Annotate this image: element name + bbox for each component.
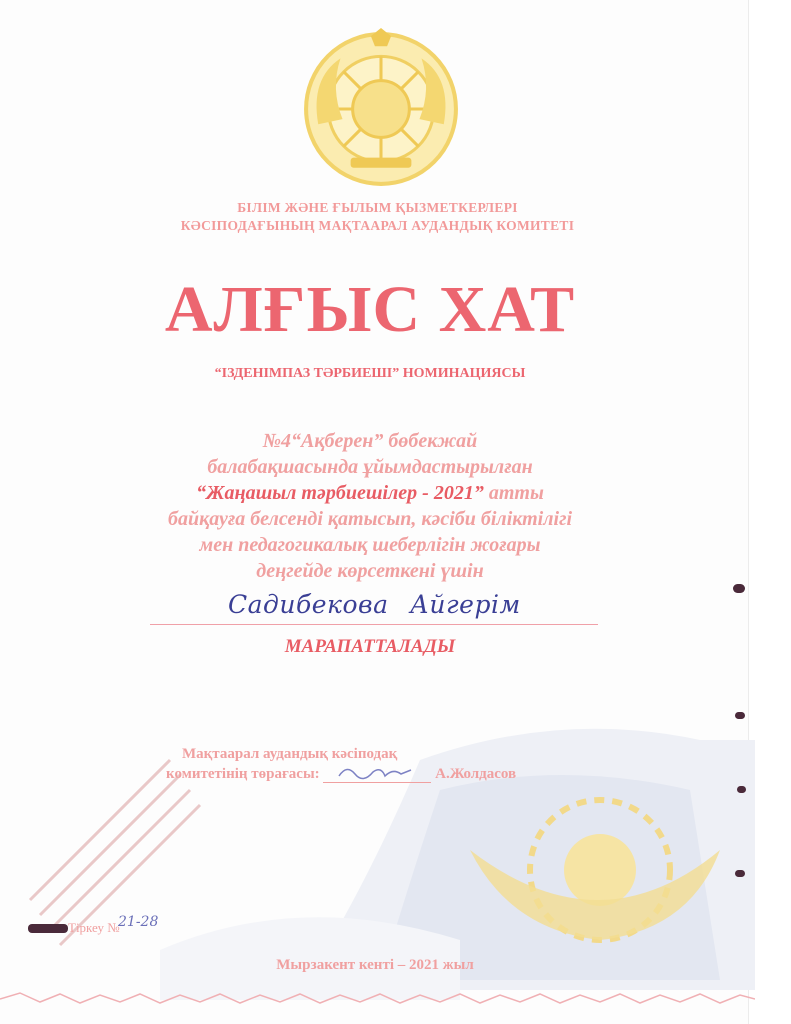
committee-line-2: КӘСІПОДАҒЫНЫҢ МАҚТААРАЛ АУДАНДЫҚ КОМИТЕТІ — [180, 218, 575, 233]
contest-name: “Жаңашыл тәрбиешілер - 2021” — [196, 482, 484, 504]
award-word: МАРАПАТТАЛАДЫ — [284, 636, 456, 657]
signatory-name: А.Жолдасов — [435, 766, 517, 782]
punch-hole-mark — [28, 924, 68, 933]
registration-label: Тіркеу № — [68, 920, 120, 935]
recipient-underline — [150, 624, 598, 625]
body-line-4: байқауға белсенді қатысып, кәсіби біліктілігі — [167, 508, 573, 530]
signature-line — [323, 768, 431, 783]
body-line-2: балабақшасында ұйымдастырылған — [207, 456, 533, 478]
signatory-position: комитетінің төрағасы: — [166, 766, 320, 782]
recipient-surname: Садибекова — [228, 590, 389, 619]
body-line-6: деңгейде көрсеткені үшін — [256, 560, 484, 582]
handwritten-signature — [323, 762, 431, 782]
recipient-given-name: Айгерім — [410, 590, 521, 619]
place-and-year: Мырзакент кенті – 2021 жыл — [276, 957, 474, 973]
body-line-1: №4“Ақберен” бөбекжай — [262, 430, 478, 452]
state-emblem-icon — [300, 28, 462, 190]
committee-line-1: БІЛІМ ЖӘНЕ ҒЫЛЫМ ҚЫЗМЕТКЕРЛЕРІ — [237, 200, 518, 215]
punch-hole-mark — [733, 584, 745, 593]
flag-ornament-background — [0, 700, 755, 1000]
body-line-3 — [90, 480, 650, 506]
bottom-ornament-border — [0, 990, 755, 1008]
signatory-line-1: Мақтаарал аудандық кәсіподақ — [182, 746, 398, 762]
punch-hole-mark — [735, 870, 745, 877]
body-line-3-rest: атты — [483, 482, 544, 504]
nomination-line: “ІЗДЕНІМПАЗ ТӘРБИЕШІ” НОМИНАЦИЯСЫ — [214, 366, 526, 381]
punch-hole-mark — [737, 786, 746, 793]
document-title: АЛҒЫС ХАТ — [164, 273, 576, 346]
signatory-line-2 — [166, 766, 516, 783]
registration-number: 21-28 — [118, 914, 159, 930]
body-line-5: мен педагогикалық шеберлігін жоғары — [199, 534, 541, 556]
punch-hole-mark — [735, 712, 745, 719]
